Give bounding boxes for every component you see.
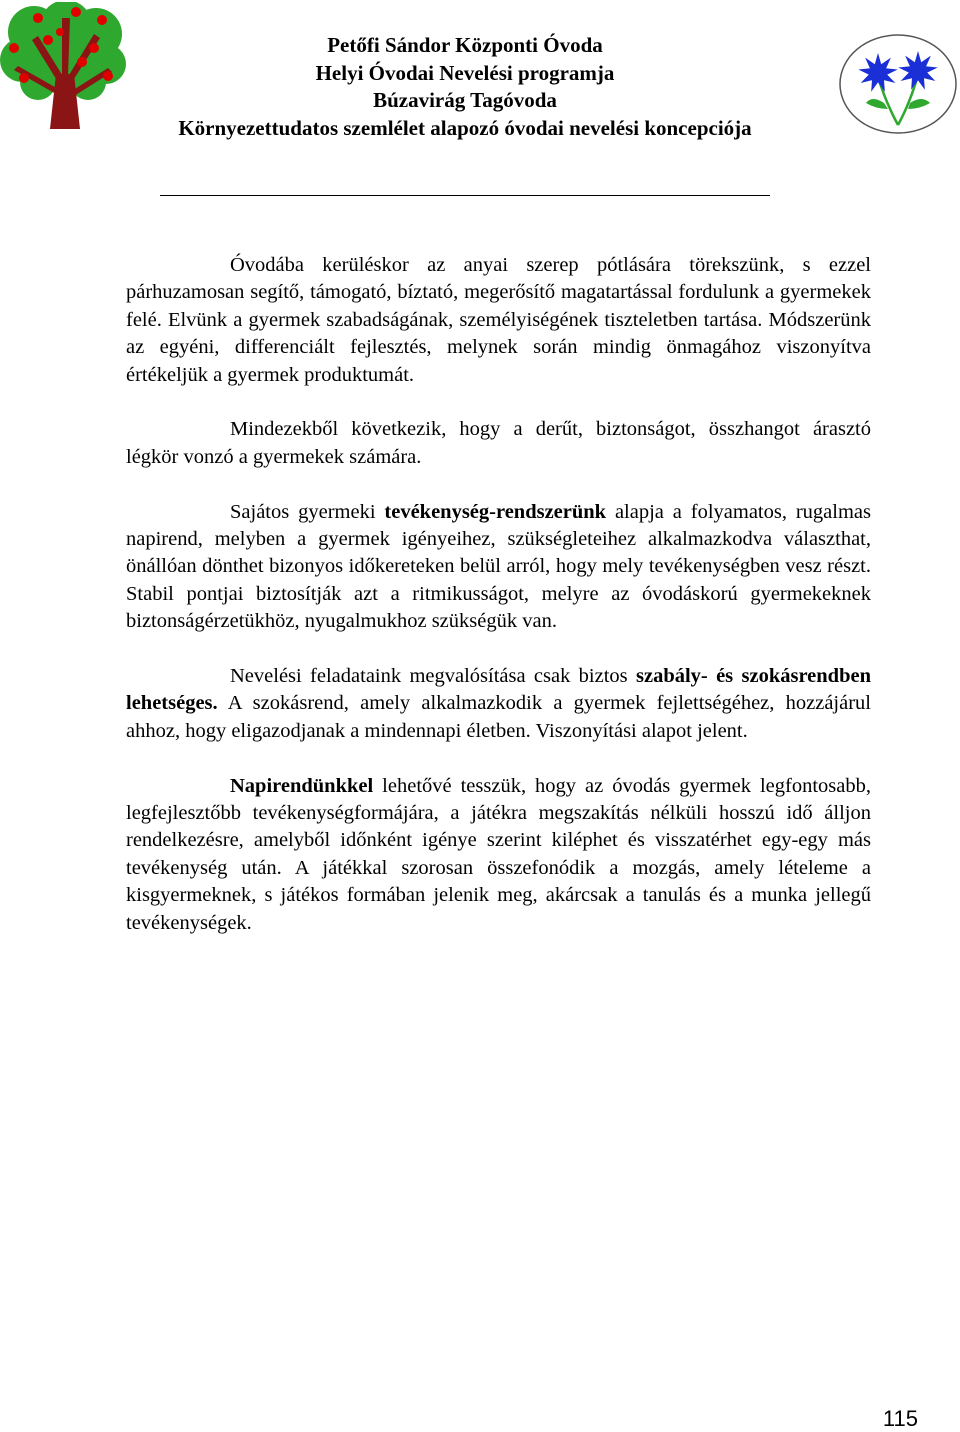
cornflower-logo-icon <box>838 33 960 136</box>
paragraph-4 <box>126 663 871 745</box>
header-line-1: Petőfi Sándor Központi Óvoda <box>327 33 603 57</box>
apple-tree-icon <box>0 2 128 130</box>
paragraph-2: Mindezekből következik, hogy a derűt, biztonságot, összhangot árasztó légkör vonzó a gyermekek számára. <box>126 418 871 468</box>
header-divider <box>160 195 770 196</box>
paragraph-3-emphasis: tevékenység-rendszerünk <box>384 500 607 523</box>
header-line-4: Környezettudatos szemlélet alapozó óvodai nevelési koncepciója <box>178 115 752 140</box>
paragraph-5 <box>126 773 871 937</box>
paragraph-4-emphasis: szabály- és szokásrendben lehetséges. <box>126 665 871 715</box>
document-body <box>126 252 871 964</box>
paragraph-5-emphasis: Napirendünkkel <box>230 774 374 797</box>
paragraph-5-rest: lehetővé tesszük, hogy az óvodás gyermek legfontosabb, legfejlesztőbb tevékenységformájára, a játékra megszakítás nélküli hosszú idő álljon rendelkezésre, amelyből időnként igénye szerint kiléphet és visszatérhet egy-egy más tevékenység után. A játékkal szorosan összefonódik a mozgás, amely lételeme a kisgyermeknek, s játékos formában jelenik meg, akárcsak a tanulás és a munka jellegű tevékenységek. <box>126 774 871 934</box>
paragraph-3-rest: alapja a folyamatos, rugalmas napirend, melyben a gyermek igényeihez, szükségleteihez alkalmazkodva választhat, önállóan dönthet bizonyos időkereteken belül arról, hogy mely tevékenységben vesz részt. Stabil pontjai biztosítják azt a ritmikusságot, melyre az óvodáskorú gyermekeknek biztonságérzetükhöz, nyugalmukhoz szükségük van. <box>126 500 871 633</box>
header-line-3: Búzavirág Tagóvoda <box>373 88 557 112</box>
document-header <box>160 32 770 142</box>
paragraph-4-lead: Nevelési feladataink megvalósítása csak biztos <box>230 665 636 688</box>
paragraph-4-rest: A szokásrend, amely alkalmazkodik a gyermek fejlettségéhez, hozzájárul ahhoz, hogy eligazodjanak a mindennapi életben. Viszonyítási alapot jelent. <box>126 692 871 742</box>
paragraph-3-lead: Sajátos gyermeki <box>230 500 385 523</box>
paragraph-3 <box>126 499 871 636</box>
page-number: 115 <box>882 1406 918 1431</box>
paragraph-1: Óvodába kerüléskor az anyai szerep pótlására törekszünk, s ezzel párhuzamosan segítő, támogató, bíztató, megerősítő magatartással fordulunk a gyermekek felé. Elvünk a gyermek szabadságának, személyiségének tiszteletben tartása. Módszerünk az egyéni, differenciált fejlesztés, melynek során mindig önmagához viszonyítva értékeljük a gyermek produktumát. <box>126 254 871 386</box>
header-line-2: Helyi Óvodai Nevelési programja <box>315 60 615 85</box>
